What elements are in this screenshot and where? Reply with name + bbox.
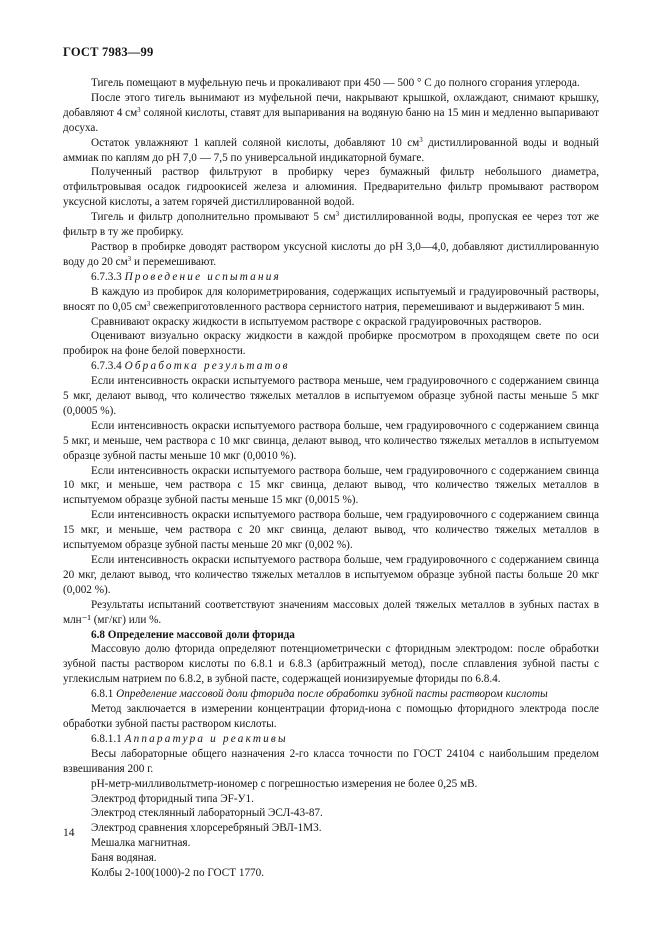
equipment-list-item: Колбы 2-100(1000)-2 по ГОСТ 1770. [91, 867, 265, 880]
paragraph: Тигель и фильтр дополнительно промывают 5 $см^3$ дистиллированной воды, пропуская ее через тот же фильтр в ту же пробирку. [63, 210, 599, 239]
section-number: 6.8.1 [91, 688, 117, 701]
equipment-list-item: Электрод сравнения хлорсеребряный ЭВЛ-1М3. [91, 822, 322, 835]
section-title: Обработка результатов [124, 360, 290, 373]
paragraph: Метод заключается в измерении концентрации фторид-иона с помощью фторидного электрода после обработки зубной пасты раствором кислоты. [63, 703, 599, 730]
section-title: Проведение испытания [124, 270, 281, 283]
paragraph: Остаток увлажняют 1 каплей соляной кислоты, добавляют 10 $см^3$ дистиллированной воды и водный аммиак по каплям до рН 7,0 — 7,5 по универсальной индикаторной бумаге. [63, 135, 599, 164]
paragraph: Тигель помещают в муфельную печь и прокаливают при 450 — 500 ° С до полного сгорания углерода. [91, 77, 580, 89]
paragraph: Весы лабораторные общего назначения 2-го класса точности по ГОСТ 24104 с наибольшим пределом взвешивания 200 г. [63, 747, 599, 775]
page-number: 14 [63, 827, 75, 839]
paragraph: Раствор в пробирке доводят раствором уксусной кислоты до рН 3,0—4,0, добавляют дистиллированную воду до 20 $см^3$ и перемешивают. [63, 240, 599, 268]
paragraph: Если интенсивность окраски испытуемого раствора больше, чем градуировочного с содержанием свинца 10 мкг, и меньше, чем раствора с 15 мкг свинца, делают вывод, что количество тяжелых металлов в испытуемом образце зубной пасты меньше 15 мкг (0,0015 %). [63, 464, 599, 507]
paragraph: Если интенсивность окраски испытуемого раствора больше, чем градуировочного с содержанием свинца 15 мкг, и меньше, чем раствора с 20 мкг свинца, делают вывод, что количество тяжелых металлов в испытуемом образце зубной пасты меньше 20 мкг (0,002 %). [63, 509, 599, 552]
section-number: 6.8.1.1 [91, 732, 125, 745]
section-heading [63, 359, 599, 374]
equipment-list-item: Мешалка магнитная. [91, 837, 191, 850]
paragraph: Массовую долю фторида определяют потенциометрически с фторидным электродом: после обработки зубной пасты раствором кислоты по 6.8.1 и 6.8.3 (арбитражный метод), после сплавления зубной пасты с углекислым натрием по 6.8.2, в зубной пасте, содержащей ионизируемые фториды по 6.8.4. [63, 643, 599, 686]
paragraph: Если интенсивность окраски испытуемого раствора меньше, чем градуировочного с содержанием свинца 5 мкг, делают вывод, что количество тяжелых металлов в испытуемом образце зубной пасты меньше 5 мкг (0,0005 %). [63, 375, 599, 417]
document-body [63, 76, 599, 881]
subsection-heading [63, 687, 599, 702]
section-number: 6.7.3.3 [91, 270, 125, 283]
paragraph: В каждую из пробирок для колориметрирования, содержащих испытуемый и градуировочный растворы, вносят по 0,05 $см^3$ свежеприготовленного раствора сернистого натрия, перемешивают и выдерживают 5 мин. [63, 285, 599, 313]
bold-section-heading: 6.8 Определение массовой доли фторида [91, 628, 295, 641]
paragraph: Сравнивают окраску жидкости в испытуемом растворе с окраской градуировочных растворов. [91, 315, 542, 328]
section-heading [63, 270, 599, 285]
paragraph: Оценивают визуально окраску жидкости в каждой пробирке просмотром в проходящем свете по оси пробирок на фоне белой поверхности. [63, 330, 599, 358]
paragraph: Если интенсивность окраски испытуемого раствора больше, чем градуировочного с содержанием свинца 5 мкг, и меньше, чем раствора с 10 мкг свинца, делают вывод, что количество тяжелых металлов в испытуемом образце зубной пасты меньше 10 мкг (0,0010 %). [63, 419, 599, 462]
page-header: ГОСТ 7983—99 [63, 45, 154, 59]
section-title: Аппаратура и реактивы [124, 732, 288, 745]
section-number: 6.7.3.4 [91, 360, 125, 373]
equipment-list-item: Электрод стеклянный лабораторный ЭСЛ-43-87. [91, 807, 323, 820]
equipment-list-item: Электрод фторидный типа ЭF-У1. [91, 792, 254, 805]
equipment-list-item: рН-метр-милливольтметр-иономер с погрешностью измерения не более 0,25 мВ. [91, 777, 478, 790]
section-title: Определение массовой доли фторида после обработки зубной пасты раствором кислоты [116, 688, 548, 701]
paragraph: После этого тигель вынимают из муфельной печи, накрывают крышкой, охлаждают, снимают крышку, добавляют 4 $см^3$ соляной кислоты, ставят для выпаривания на водяную баню на 15 мин и медленно выпаривают досуха. [63, 91, 600, 134]
section-heading [63, 732, 599, 747]
paragraph: Если интенсивность окраски испытуемого раствора больше, чем градуировочного с содержанием свинца 20 мкг, делают вывод, что количество тяжелых металлов в испытуемом образце зубной пасты больше 20 мкг (0,002 %). [63, 554, 599, 596]
paragraph: Результаты испытаний соответствуют значениям массовых долей тяжелых металлов в зубных пастах в млн⁻¹ (мг/кг) или %. [63, 598, 599, 626]
paragraph: Полученный раствор фильтруют в пробирку через бумажный фильтр небольшого диаметра, отфильтровывая осадок гидроокисей железа и алюминия. Предварительно фильтр промывают раствором уксусной кислоты, а затем горячей дистиллированной водой. [63, 166, 599, 209]
equipment-list-item: Баня водяная. [91, 852, 157, 865]
